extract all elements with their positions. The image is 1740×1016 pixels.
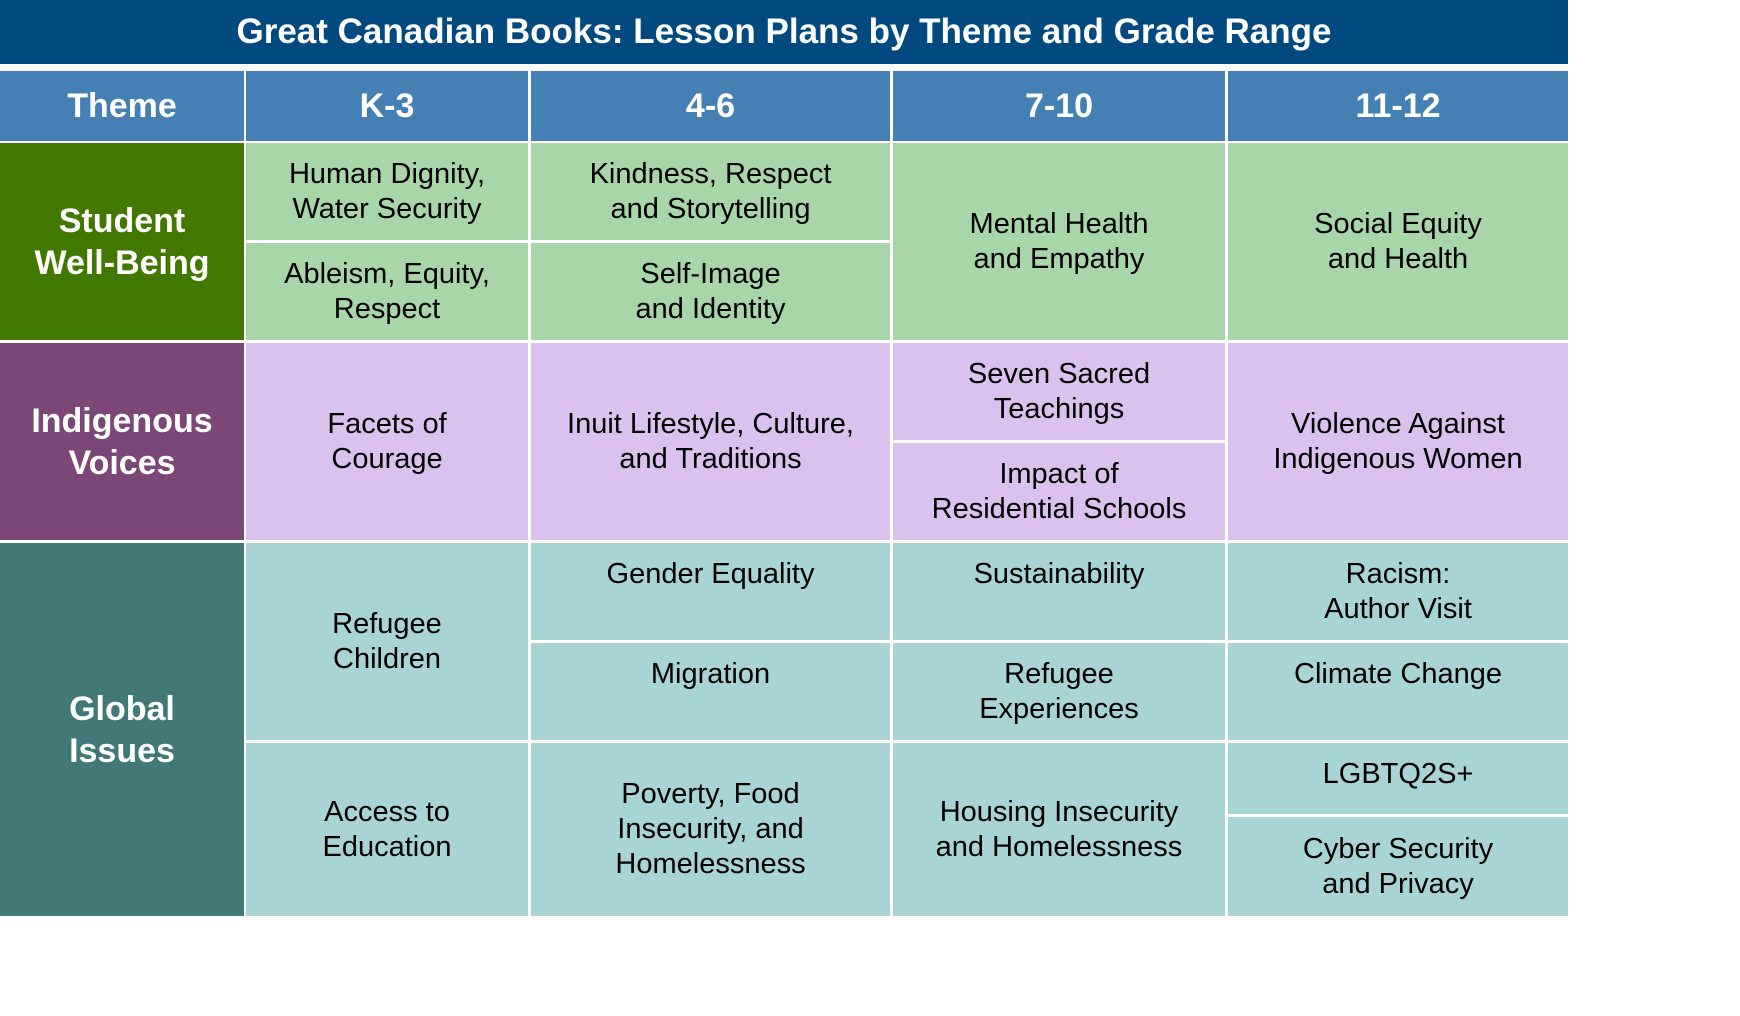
cell-access-to-education: Access to Education [246,743,528,916]
header-7-10: 7-10 [893,71,1225,141]
header-theme: Theme [0,71,244,141]
cell-migration: Migration [531,643,890,740]
cell-housing-insecurity: Housing Insecurity and Homelessness [893,743,1225,916]
theme-indigenous-voices: Indigenous Voices [0,343,244,540]
cell-gender-equality: Gender Equality [531,543,890,640]
cell-poverty-food-insecurity: Poverty, Food Insecurity, and Homelessness [531,743,890,916]
cell-racism-author-visit: Racism: Author Visit [1228,543,1568,640]
cell-sustainability: Sustainability [893,543,1225,640]
cell-refugee-experiences: Refugee Experiences [893,643,1225,740]
header-k3: K-3 [246,71,528,141]
page-title: Great Canadian Books: Lesson Plans by Theme and Grade Range [0,0,1568,64]
header-11-12: 11-12 [1228,71,1568,141]
cell-impact-residential-schools: Impact of Residential Schools [893,443,1225,540]
theme-student-well-being: Student Well-Being [0,143,244,340]
cell-violence-against-indigenous-women: Violence Against Indigenous Women [1228,343,1568,540]
cell-kindness-respect-storytelling: Kindness, Respect and Storytelling [531,143,890,240]
cell-mental-health-empathy: Mental Health and Empathy [893,143,1225,340]
cell-seven-sacred-teachings: Seven Sacred Teachings [893,343,1225,440]
cell-facets-of-courage: Facets of Courage [246,343,528,540]
theme-global-issues: Global Issues [0,543,244,916]
cell-social-equity-health: Social Equity and Health [1228,143,1568,340]
cell-ableism-equity-respect: Ableism, Equity, Respect [246,243,528,340]
cell-refugee-children: Refugee Children [246,543,528,740]
cell-climate-change: Climate Change [1228,643,1568,740]
cell-inuit-lifestyle: Inuit Lifestyle, Culture, and Traditions [531,343,890,540]
cell-human-dignity-water-security: Human Dignity, Water Security [246,143,528,240]
header-4-6: 4-6 [531,71,890,141]
cell-lgbtq2s: LGBTQ2S+ [1228,743,1568,814]
cell-self-image-identity: Self-Image and Identity [531,243,890,340]
cell-cyber-security-privacy: Cyber Security and Privacy [1228,817,1568,916]
